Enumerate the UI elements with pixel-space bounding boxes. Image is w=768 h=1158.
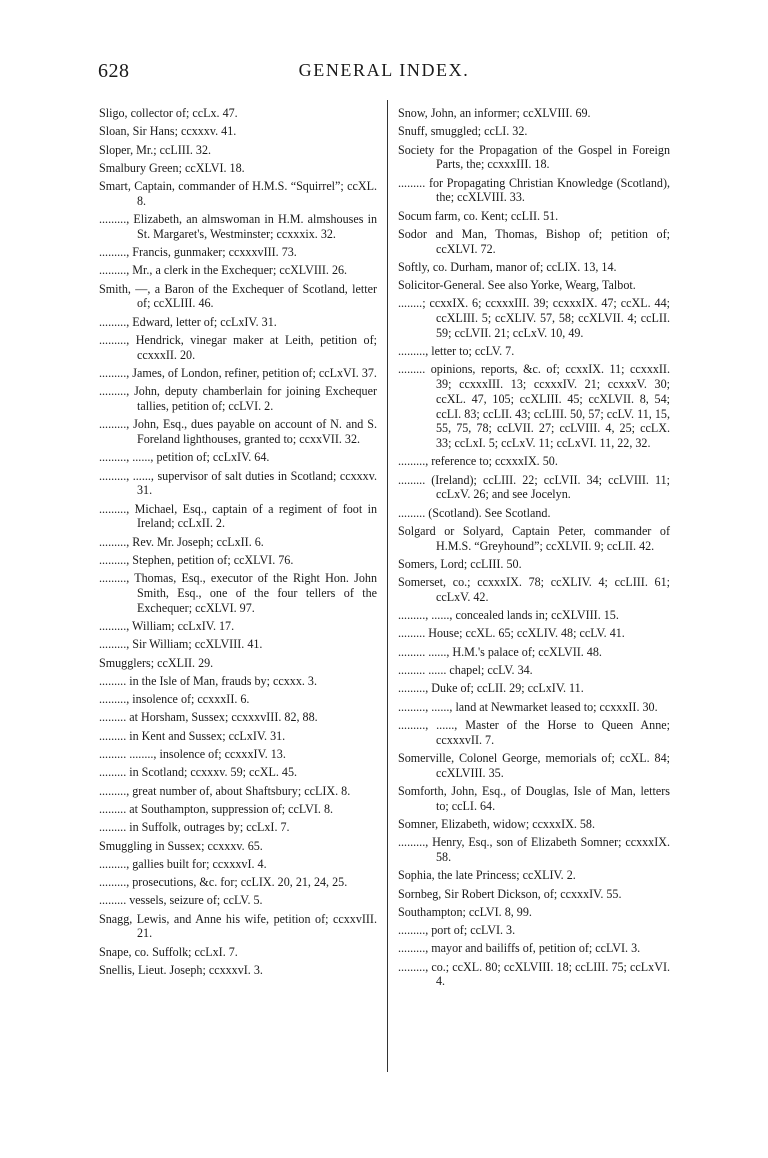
index-entry: ........., reference to; ccxxxIX. 50.: [398, 454, 558, 469]
index-entry: Snape, co. Suffolk; ccLxI. 7.: [99, 944, 238, 959]
index-entry: ......... in Suffolk, outrages by; ccLxI. 7.: [99, 820, 290, 835]
index-entry: ........., letter to; ccLV. 7.: [398, 344, 515, 359]
index-entry: ......... at Horsham, Sussex; ccxxxvIII. 82, 88.: [99, 710, 318, 725]
index-entry: Somerset, co.; ccxxxIX. 78; ccXLIV. 4; ccLIII. 61; ccLxV. 42.: [398, 575, 670, 604]
index-entry: Sloper, Mr.; ccLIII. 32.: [99, 142, 212, 157]
index-entry: ........., James, of London, refiner, petition of; ccLxVI. 37.: [99, 366, 377, 381]
index-entry: ........., Hendrick, vinegar maker at Leith, petition of; ccxxxII. 20.: [99, 333, 377, 362]
index-entry: Smart, Captain, commander of H.M.S. “Squirrel”; ccXL. 8.: [99, 179, 377, 208]
index-entry: Smugglers; ccXLII. 29.: [99, 655, 214, 670]
index-entry: ........., ......, land at Newmarket leased to; ccxxxII. 30.: [398, 699, 658, 714]
index-entry: ........., Stephen, petition of; ccXLVI. 76.: [99, 552, 294, 567]
index-entry: ......... (Ireland); ccLIII. 22; ccLVII. 34; ccLVIII. 11; ccLxV. 26; and see Jocelyn.: [398, 472, 670, 502]
index-entry: Solgard or Solyard, Captain Peter, commander of H.M.S. “Greyhound”; ccXLVII. 9; ccLII. 42.: [398, 523, 670, 553]
index-entry: Sodor and Man, Thomas, Bishop of; petition of; ccXLVI. 72.: [398, 226, 670, 256]
running-head: GENERAL INDEX.: [298, 60, 470, 80]
index-entry: ........., mayor and bailiffs of, petition of; ccLVI. 3.: [398, 941, 641, 956]
index-entry: ........., ......, Master of the Horse to Queen Anne; ccxxxvII. 7.: [398, 717, 670, 747]
index-entry: ......... opinions, reports, &c. of; ccxxIX. 11; ccxxxII. 39; ccxxxIII. 13; ccxxxIV. 21; ccxxxV. 30; ccXL. 47, 105; ccXLIII. 45; ccXLVII. 8, 54; ccLI. 83; ccLII. 43; ccLIII. 50, 57; ccLV. 11, 15, 55, 75, 78; ccLVII. 27; ccLVIII. 4, 25; ccLX. 33; ccLxI. 5; ccLxV. 11; ccLxVI. 11, 22, 32.: [398, 362, 670, 450]
index-entry: Somner, Elizabeth, widow; ccxxxIX. 58.: [398, 816, 596, 831]
index-entry: ........., Elizabeth, an almswoman in H.M. almshouses in St. Margaret's, Westminster; ccxxxix. 32.: [99, 212, 377, 241]
index-entry: ......... ........, insolence of; ccxxxIV. 13.: [99, 747, 286, 762]
index-entry: ......... for Propagating Christian Knowledge (Scotland), the; ccXLVIII. 33.: [398, 175, 670, 205]
index-entry: ........., insolence of; ccxxxII. 6.: [99, 692, 250, 707]
index-column-left: [99, 106, 377, 981]
index-entry: ........., Mr., a clerk in the Exchequer; ccXLVIII. 26.: [99, 263, 348, 278]
index-entry: Somerville, Colonel George, memorials of; ccXL. 84; ccXLVIII. 35.: [398, 750, 670, 780]
index-entry: Softly, co. Durham, manor of; ccLIX. 13, 14.: [398, 259, 617, 274]
index-entry: ........., gallies built for; ccxxxvI. 4.: [99, 856, 267, 871]
index-entry: ........., John, Esq., dues payable on account of N. and S. Foreland lighthouses, granted to; ccxxVII. 32.: [99, 417, 377, 447]
index-entry: ........., Duke of; ccLII. 29; ccLxIV. 11.: [398, 681, 584, 696]
index-entry: Sornbeg, Sir Robert Dickson, of; ccxxxIV. 55.: [398, 886, 622, 901]
index-entry: ......... ...... chapel; ccLV. 34.: [398, 663, 533, 678]
index-entry: Somforth, John, Esq., of Douglas, Isle of Man, letters to; ccLI. 64.: [398, 783, 670, 813]
index-entry: Sligo, collector of; ccLx. 47.: [99, 106, 238, 120]
index-entry: Smith, —, a Baron of the Exchequer of Scotland, letter of; ccXLIII. 46.: [99, 281, 377, 311]
column-divider: [387, 100, 388, 1072]
index-entry: Southampton; ccLVI. 8, 99.: [398, 904, 532, 919]
index-entry: ........., ......, supervisor of salt duties in Scotland; ccxxxv. 31.: [99, 468, 377, 498]
index-entry: ........., port of; ccLVI. 3.: [398, 923, 516, 938]
index-entry: ......... vessels, seizure of; ccLV. 5.: [99, 893, 263, 908]
index-entry: Snuff, smuggled; ccLI. 32.: [398, 124, 528, 139]
index-entry: ......... House; ccXL. 65; ccXLIV. 48; ccLV. 41.: [398, 626, 625, 641]
index-entry: ........., Henry, Esq., son of Elizabeth Somner; ccxxxIX. 58.: [398, 835, 670, 864]
index-entry: ......... in Scotland; ccxxxv. 59; ccXL. 45.: [99, 765, 298, 780]
index-entry: ......... ......, H.M.'s palace of; ccXLVII. 48.: [398, 644, 602, 659]
index-entry: ........., Michael, Esq., captain of a regiment of foot in Ireland; ccLxII. 2.: [99, 501, 377, 531]
index-entry: ........., Edward, letter of; ccLxIV. 31.: [99, 314, 277, 329]
index-entry: ........., John, deputy chamberlain for joining Exchequer tallies, petition of; ccLVI. 2.: [99, 384, 377, 414]
index-entry: Socum farm, co. Kent; ccLII. 51.: [398, 208, 559, 223]
index-entry: ........., ......, concealed lands in; ccXLVIII. 15.: [398, 608, 619, 623]
index-entry: ........; ccxxIX. 6; ccxxxIII. 39; ccxxxIX. 47; ccXL. 44; ccXLIII. 5; ccXLIV. 57, 58; ccXLVII. 4; ccLII. 59; ccLVII. 21; ccLxV. 10, 49.: [398, 296, 670, 340]
index-entry: ......... (Scotland). See Scotland.: [398, 505, 551, 520]
index-entry: ......... at Southampton, suppression of; ccLVI. 8.: [99, 801, 334, 816]
index-entry: ........., Rev. Mr. Joseph; ccLxII. 6.: [99, 534, 264, 549]
index-entry: Snagg, Lewis, and Anne his wife, petition of; ccxxvIII. 21.: [99, 911, 377, 941]
index-column-right: [398, 106, 670, 993]
index-entry: ........., co.; ccXL. 80; ccXLVIII. 18; ccLIII. 75; ccLxVI. 4.: [398, 959, 670, 989]
index-entry: Solicitor-General. See also Yorke, Wearg, Talbot.: [398, 278, 636, 293]
page-number: 628: [98, 60, 130, 82]
index-entry: Smuggling in Sussex; ccxxxv. 65.: [99, 838, 263, 853]
index-entry: ........., ......, petition of; ccLxIV. 64.: [99, 450, 270, 465]
index-entry: ........., Thomas, Esq., executor of the Right Hon. John Smith, Esq., one of the four tellers of the Exchequer; ccXLVI. 97.: [99, 571, 377, 615]
index-entry: Smalbury Green; ccXLVI. 18.: [99, 160, 245, 175]
index-entry: Society for the Propagation of the Gospel in Foreign Parts, the; ccxxxIII. 18.: [398, 142, 670, 172]
index-entry: Sloan, Sir Hans; ccxxxv. 41.: [99, 124, 237, 139]
index-entry: Snellis, Lieut. Joseph; ccxxxvI. 3.: [99, 963, 263, 978]
index-entry: ........., prosecutions, &c. for; ccLIX. 20, 21, 24, 25.: [99, 875, 348, 890]
index-entry: ......... in Kent and Sussex; ccLxIV. 31.: [99, 728, 286, 743]
index-entry: ........., William; ccLxIV. 17.: [99, 618, 235, 633]
index-entry: Somers, Lord; ccLIII. 50.: [398, 556, 522, 571]
index-entry: ........., Sir William; ccXLVIII. 41.: [99, 637, 263, 652]
index-entry: ........., great number of, about Shaftsbury; ccLIX. 8.: [99, 783, 351, 798]
index-entry: Sophia, the late Princess; ccXLIV. 2.: [398, 868, 576, 883]
index-entry: ........., Francis, gunmaker; ccxxxvIII. 73.: [99, 245, 297, 260]
index-entry: ......... in the Isle of Man, frauds by; ccxxx. 3.: [99, 673, 317, 688]
index-entry: Snow, John, an informer; ccXLVIII. 69.: [398, 106, 591, 120]
